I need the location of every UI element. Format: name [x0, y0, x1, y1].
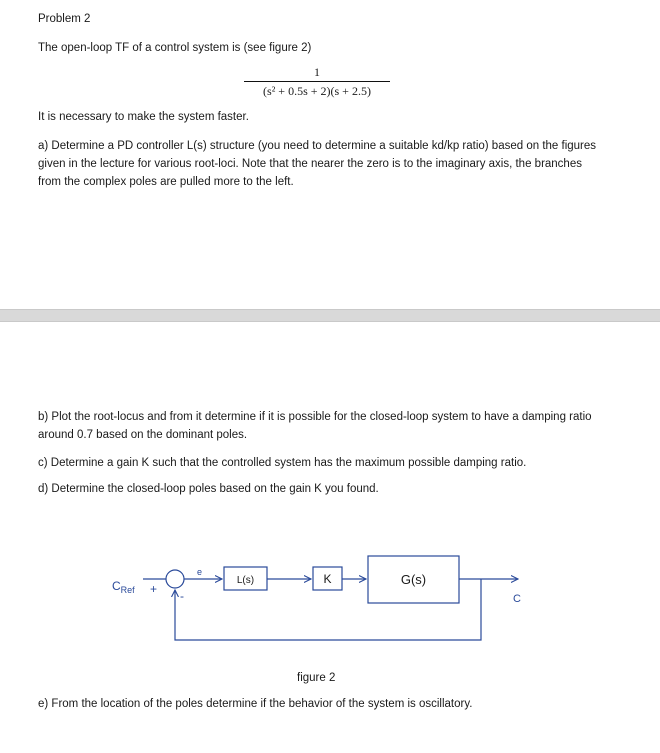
error-label: e — [197, 567, 203, 577]
intro-text: The open-loop TF of a control system is (see figure 2) — [38, 42, 312, 54]
question-c: c) Determine a gain K such that the controlled system has the maximum possible damping ratio. — [38, 457, 527, 469]
minus-sign: - — [180, 589, 184, 603]
figure-caption: figure 2 — [297, 672, 336, 684]
plant-label: G(s) — [400, 572, 427, 587]
goal-text: It is necessary to make the system faster. — [38, 111, 249, 123]
problem-title: Problem 2 — [38, 13, 91, 25]
tf-fraction-bar — [244, 81, 390, 82]
gain-label: K — [323, 572, 332, 586]
output-label: C — [513, 593, 521, 605]
feedback-path — [175, 579, 481, 640]
page-divider — [0, 309, 660, 322]
question-b: b) Plot the root-locus and from it determine if it is possible for the closed-loop system to have a damping ratio around 0.7 based on the dominant poles. — [38, 411, 592, 441]
question-a: a) Determine a PD controller L(s) structure (you need to determine a suitable kd/kp ratio) based on the figures given in the lecture for various root-loci. Note that the nearer the zero is to the imaginary axis, the branches from the complex poles are pulled more to the left. — [38, 140, 597, 188]
tf-denominator: (s² + 0.5s + 2)(s + 2.5) — [263, 84, 371, 98]
summing-junction — [166, 570, 184, 588]
block-diagram — [0, 540, 660, 650]
transfer-function — [244, 64, 390, 99]
tf-numerator: 1 — [314, 65, 320, 79]
plus-sign: + — [150, 582, 158, 596]
controller-label: L(s) — [236, 575, 255, 586]
input-label: $C_{Ref}$ — [112, 579, 135, 595]
question-e: e) From the location of the poles determine if the behavior of the system is oscillatory. — [38, 698, 473, 710]
question-d: d) Determine the closed-loop poles based on the gain K you found. — [38, 483, 379, 495]
